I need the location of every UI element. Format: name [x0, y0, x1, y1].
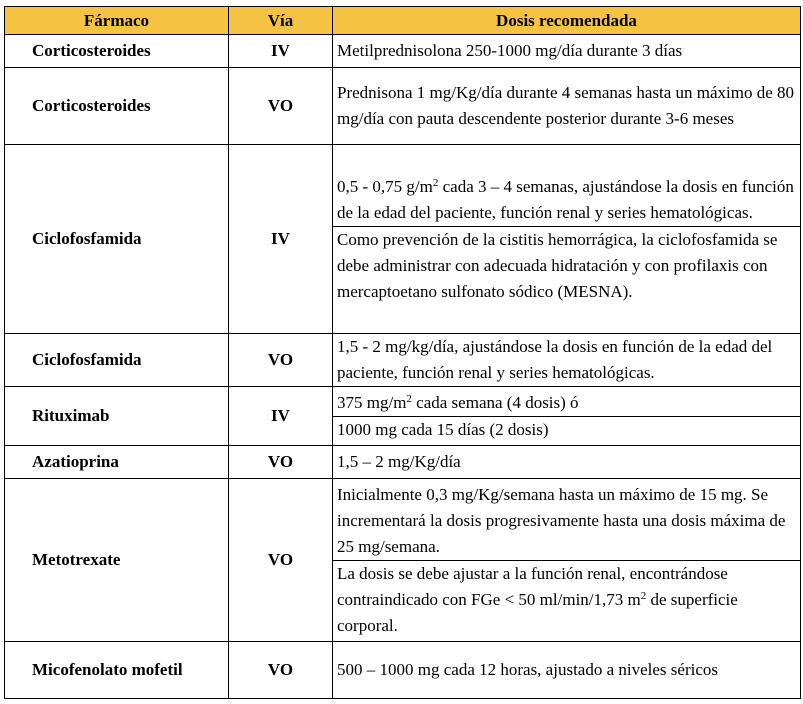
table-row	[5, 68, 801, 145]
dose-text: 375 $mg/m^2$ cada semana (4 dosis) ó	[337, 392, 579, 412]
route: IV	[229, 387, 333, 446]
drug-name: Ciclofosfamida	[5, 145, 229, 334]
drug-name: Corticosteroides	[5, 68, 229, 145]
dose-text: Metilprednisolona 250-1000 mg/día durante 3 días	[333, 35, 801, 68]
route: IV	[229, 35, 333, 68]
dose-text: 500 – 1000 mg cada 12 horas, ajustado a niveles séricos	[333, 642, 801, 699]
table-row	[5, 35, 801, 68]
route: VO	[229, 68, 333, 145]
table-row	[5, 446, 801, 479]
route: VO	[229, 642, 333, 699]
dose-text: 1,5 - 2 mg/kg/día, ajustándose la dosis en función de la edad del paciente, función renal y series hematológicas.	[333, 334, 801, 387]
route: VO	[229, 479, 333, 642]
dose-text: 1,5 – 2 mg/Kg/día	[333, 446, 801, 479]
route: IV	[229, 145, 333, 334]
drug-name: Rituximab	[5, 387, 229, 446]
drug-name: Metotrexate	[5, 479, 229, 642]
header-dose: Dosis recomendada	[333, 7, 801, 35]
table-row	[5, 145, 801, 334]
dose-note: Como prevención de la cistitis hemorrágica, la ciclofosfamida se debe administrar con adecuada hidratación y con profilaxis con mercaptoetano sulfonato sódico (MESNA).	[333, 226, 800, 305]
header-drug: Fármaco	[5, 7, 229, 35]
dose-text: 0,5 - 0,75 $g/m^2$ cada 3 – 4 semanas, ajustándose la dosis en función de la edad del paciente, función renal y series hematológicas.	[337, 176, 794, 222]
header-row	[5, 7, 801, 35]
dose-text: Prednisona 1 mg/Kg/día durante 4 semanas hasta un máximo de 80 mg/día con pauta descendente posterior durante 3-6 meses	[333, 68, 801, 145]
dose-text: Inicialmente 0,3 mg/Kg/semana hasta un máximo de 15 mg. Se incrementará la dosis progresivamente hasta una dosis máxima de 25 mg/semana.	[337, 484, 786, 556]
table-row	[5, 479, 801, 642]
dose-cell	[333, 145, 801, 334]
table-row	[5, 334, 801, 387]
dosing-table	[4, 6, 801, 699]
dose-cell	[333, 387, 801, 446]
header-route: Vía	[229, 7, 333, 35]
route: VO	[229, 446, 333, 479]
dose-alt: 1000 mg cada 15 días (2 dosis)	[333, 416, 800, 443]
drug-name: Ciclofosfamida	[5, 334, 229, 387]
route: VO	[229, 334, 333, 387]
table-row	[5, 642, 801, 699]
dose-cell	[333, 479, 801, 642]
dose-note: La dosis se debe ajustar a la función renal, encontrándose contraindicado con FGe < 50 ml/min/1,73 $m^2$ de superficie corporal.	[333, 560, 800, 639]
drug-name: Micofenolato mofetil	[5, 642, 229, 699]
drug-name: Corticosteroides	[5, 35, 229, 68]
table-row	[5, 387, 801, 446]
drug-name: Azatioprina	[5, 446, 229, 479]
